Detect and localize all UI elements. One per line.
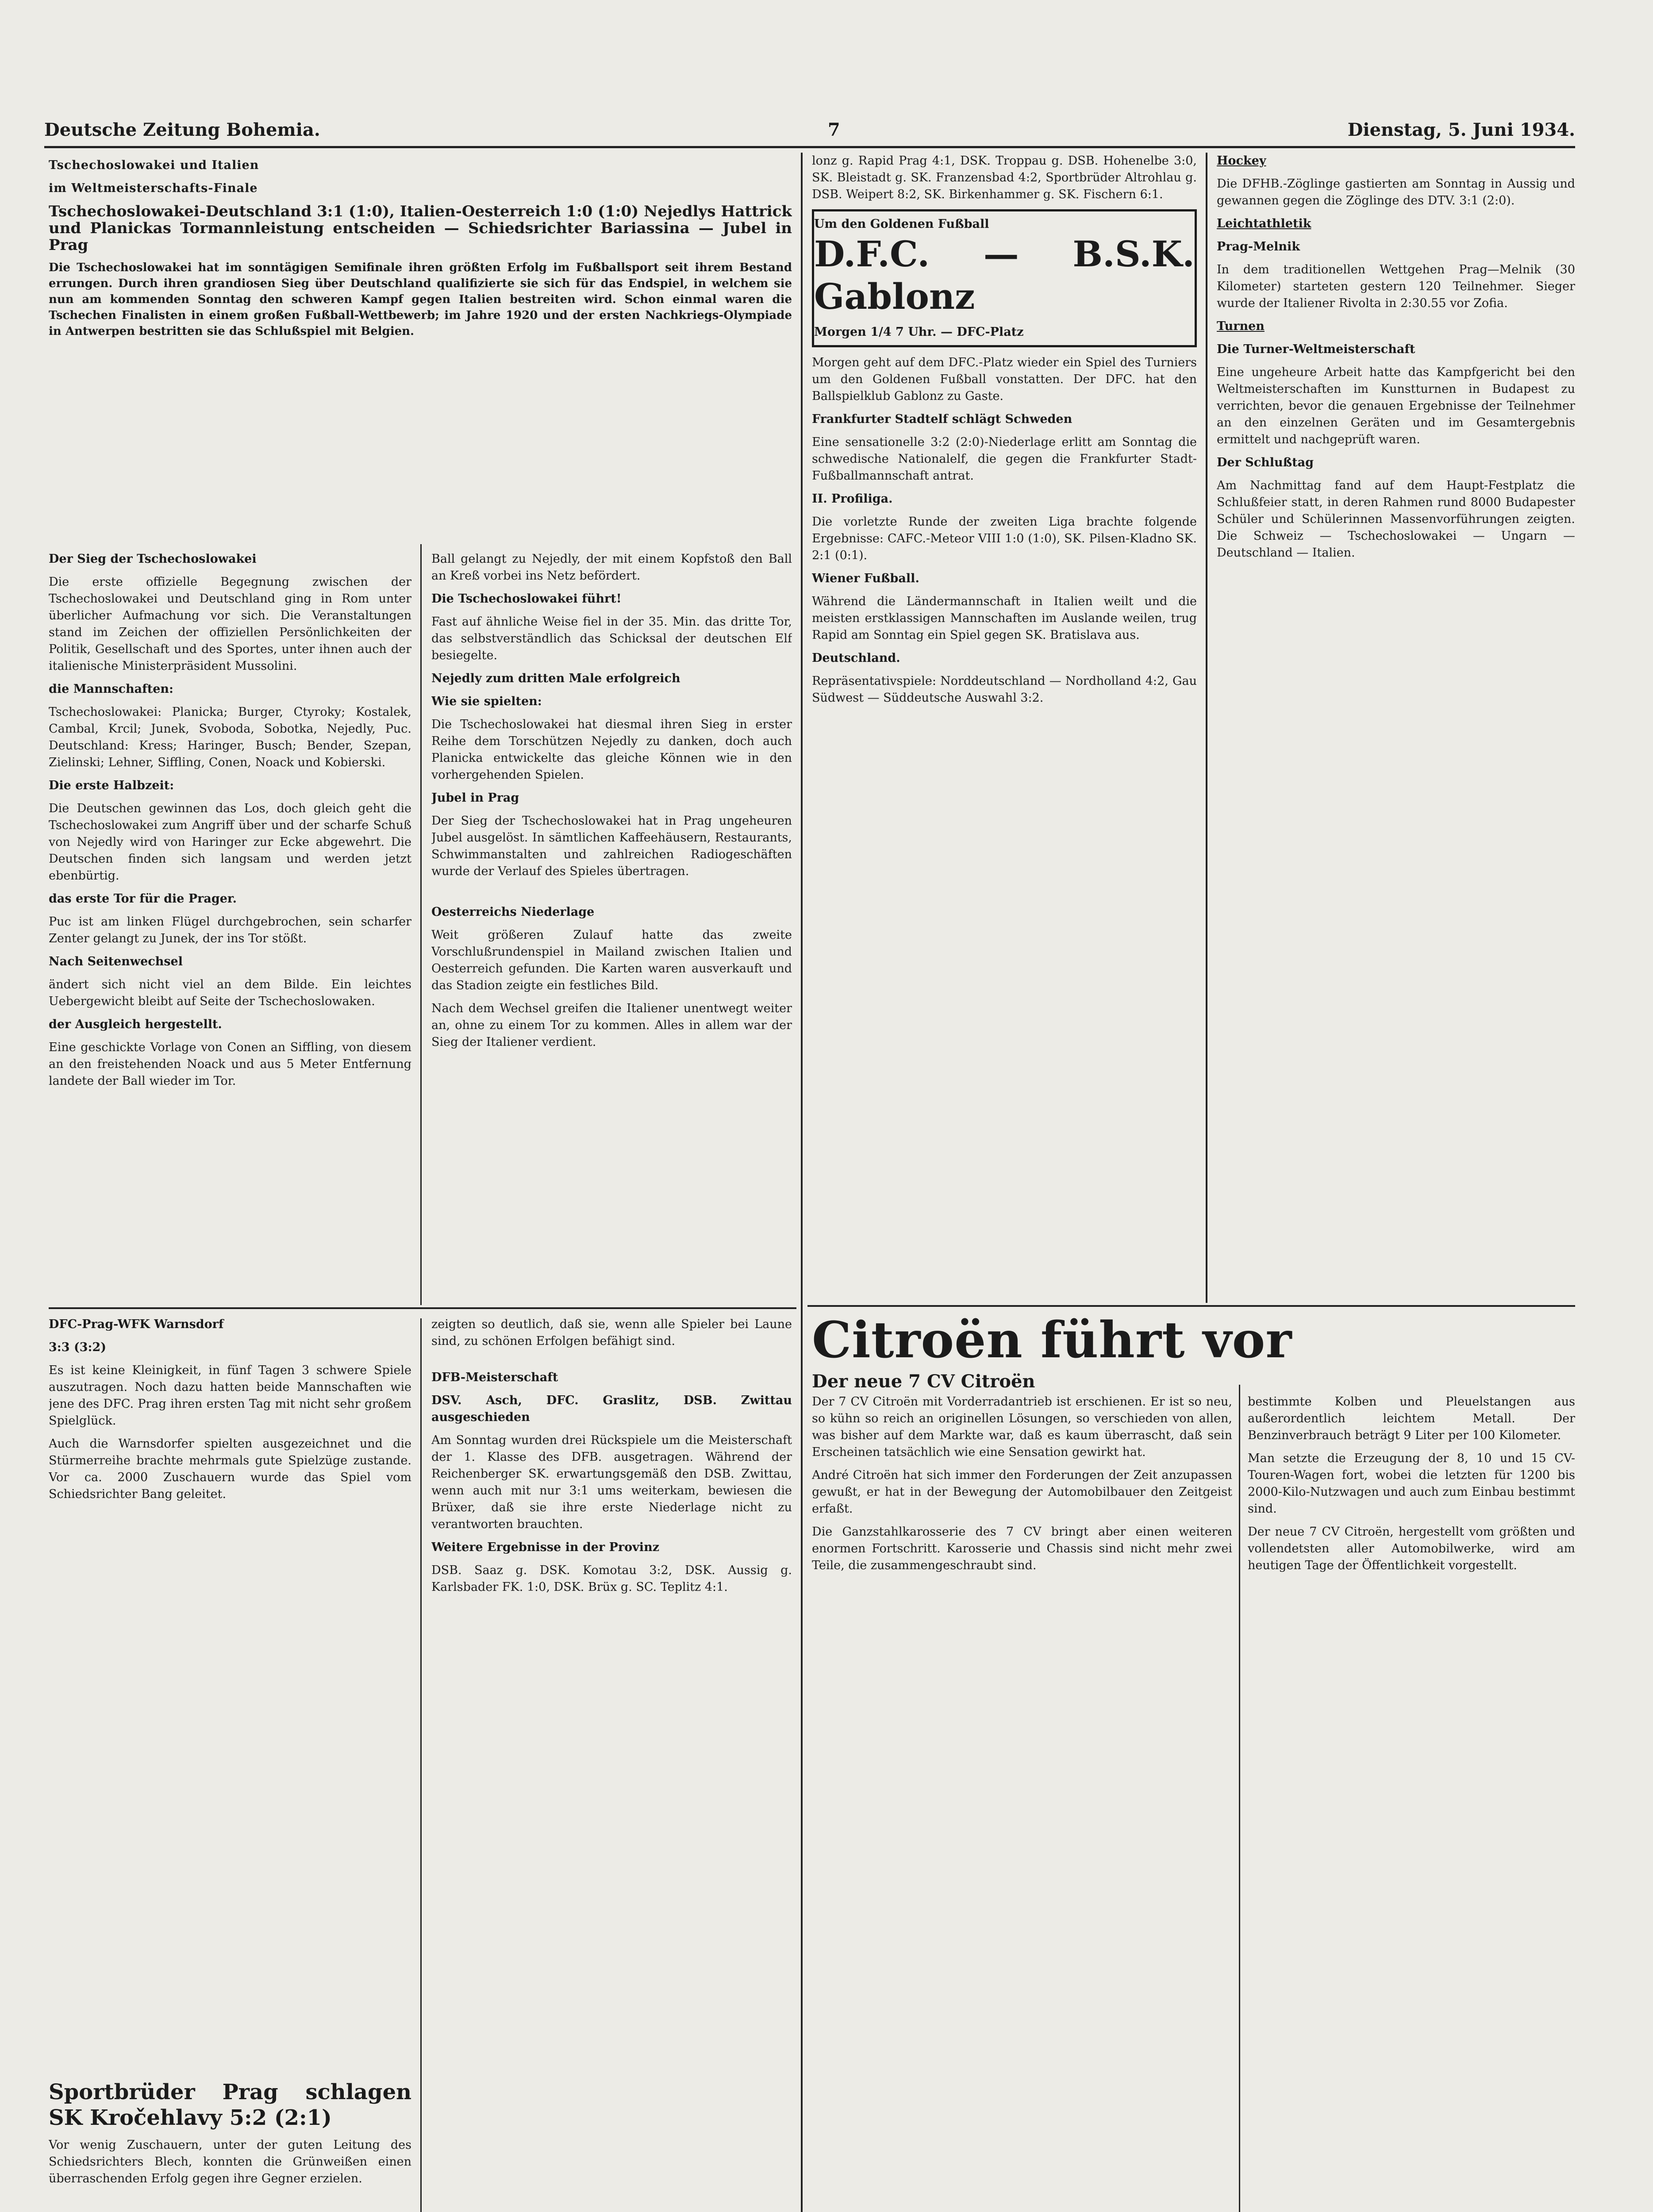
dfc-wfk-score: 3:3 (3:2) <box>49 1340 107 1354</box>
oesterreich-p1: Weit größeren Zulauf hatte das zweite Vorschlußrundenspiel in Mailand zwischen Italien und Oesterreich gefunden. Die Karten waren ausverkauft und das Stadion zeigte ein festliches Bild. <box>431 928 792 992</box>
halbzeit-heading: Die erste Halbzeit: <box>49 779 174 792</box>
citroen-p2: André Citroën hat sich immer den Forderungen der Zeit anzupassen gewußt, er hat in der Bewegung der Automobilbauer den Zeitgeist erfaßt. <box>812 1468 1232 1516</box>
fuehrt-heading: Die Tschechoslowakei führt! <box>431 592 622 606</box>
citroen-p6: Der neue 7 CV Citroën, hergestellt vom größten und vollendetsten aller Automobilwerke, wird am heutigen Tage der Öffentlichkeit vorgestellt. <box>1248 1525 1575 1572</box>
citroen-p1: Der 7 CV Citroën mit Vorderradantrieb ist erschienen. Er ist so neu, so kühn so reich an originellen Lösungen, so verschieden von allen, was bisher auf dem Markte war, daß es kaum überrascht, daß sein Erscheinen tatsächlich wie eine Sensation gewirkt hat. <box>812 1395 1232 1459</box>
dfc-wfk-p2: Auch die Warnsdorfer spielten ausgezeichnet und die Stürmerreihe brachte mehrmals gute Spielzüge zustande. Vor ca. 2000 Zuschauern wurde das Spiel vom Schiedsrichter Bang geleitet. <box>49 1437 411 1501</box>
lead-intro: Die Tschechoslowakei hat im sonntägigen Semifinale ihren größten Erfolg im Fußballsport seit ihrem Bestand errungen. Durch ihren grandiosen Sieg über Deutschland qualifizierte sie sich für das Endspiel, in welchem sie nun am kommenden Sonntag den schweren Kampf gegen Italien bestreiten wird. Schon einmal waren die Tschechen Finalisten in einem großen Fußball-Wettbewerb; im Jahre 1920 und der ersten Nachkriegs-Olympiade in Antwerpen bestritten sie das Schlußspiel mit Belgien. <box>49 261 792 338</box>
column-divider <box>420 1318 422 2212</box>
column-divider <box>420 544 422 1305</box>
tor-heading: das erste Tor für die Prager. <box>49 892 237 906</box>
header-rule <box>44 146 1575 148</box>
leichtathletik-title: Leichtathletik <box>1217 217 1311 230</box>
column-divider <box>1239 1385 1240 2212</box>
citroen-headline: Citroën führt vor <box>812 1314 1292 1369</box>
lead-headline-1: Tschechoslowakei und Italien <box>49 158 259 172</box>
lead-subhead: Tschechoslowakei-Deutschland 3:1 (1:0), Italien-Oesterreich 1:0 (1:0) Nejedlys Hattrick und Planickas Tormannleistung entscheiden — Schiedsrichter Bariassina — Jubel in Prag <box>49 203 792 254</box>
frankfurt-text: Eine sensationelle 3:2 (2:0)-Niederlage erlitt am Sonntag die schwedische Nationalelf, die gegen die Frankfurter Stadt-Fußballmannschaft antrat. <box>812 435 1197 483</box>
col3-top-p1: zeigten so deutlich, daß sie, wenn alle Spieler bei Laune sind, zu schönen Erfolgen befähigt sind. <box>431 1317 792 1348</box>
dfc-wfk-title: DFC-Prag-WFK Warnsdorf <box>49 1317 224 1331</box>
dfb-text: Am Sonntag wurden drei Rückspiele um die Meisterschaft der 1. Klasse des DFB. ausgetragen. Während der Reichenberger SK. erwartungsgemäß den DSB. Zwittau, wenn auch mit nur 3:1 ums weiterkam, bewiesen die Brüxer, daß sie ihre erste Niederlage nicht zu verantworten brauchten. <box>431 1433 792 1531</box>
article-dfc-wfk <box>49 1316 411 1993</box>
citroen-p3: Die Ganzstahlkarosserie des 7 CV bringt aber einen weiteren enormen Fortschritt. Karosserie und Chassis sind nicht mehr zwei Teile, die zusammengeschraubt sind. <box>812 1525 1232 1572</box>
mannschaften-heading: die Mannschaften: <box>49 682 173 696</box>
ad-main: D.F.C. — B.S.K. Gablonz <box>814 233 1195 317</box>
citroen-col-2 <box>1248 1394 1575 2212</box>
spielten-heading: Wie sie spielten: <box>431 695 542 708</box>
schluss-heading: Der Schlußtag <box>1217 456 1314 469</box>
fuehrt-text: Fast auf ähnliche Weise fiel in der 35. Min. das dritte Tor, das selbstverständlich das Schicksal der deutschen Elf besiegelte. <box>431 615 792 662</box>
wechsel-text: ändert sich nicht viel an dem Bilde. Ein leichtes Uebergewicht bleibt auf Seite der Tschechoslowaken. <box>49 978 411 1008</box>
results-text: lonz g. Rapid Prag 4:1, DSK. Troppau g. DSB. Hohenelbe 3:0, SK. Bleistadt g. SK. Franzensbad 4:2, Sportbrüder Altrohlau g. DSB. Weipert 8:2, SK. Birkenhammer g. SK. Fischern 6:1. <box>812 154 1197 201</box>
col2-p1: Ball gelangt zu Nejedly, der mit einem Kopfstoß den Ball an Kreß vorbei ins Netz befördert. <box>431 552 792 583</box>
jubel-text: Der Sieg der Tschechoslowakei hat in Prag ungeheuren Jubel ausgelöst. In sämtlichen Kaffeehäusern, Restaurants, Schwimmanstalten und zahlreichen Radiogeschäften wurde der Verlauf des Spieles übertragen. <box>431 814 792 878</box>
section-rule <box>807 1305 1575 1307</box>
column-divider <box>801 153 803 2212</box>
frankfurt-title: Frankfurter Stadtelf schlägt Schweden <box>812 412 1073 426</box>
provinz-heading: Weitere Ergebnisse in der Provinz <box>431 1540 660 1554</box>
dfb-title: DFB-Meisterschaft <box>431 1371 558 1384</box>
wiener-text: Während die Ländermannschaft in Italien weilt und die meisten erstklassigen Mannschaften im Auslande weilen, trug Rapid am Sonntag ein Spiel gegen SK. Bratislava aus. <box>812 595 1197 642</box>
article-citroen <box>812 1314 1575 1394</box>
turnen-text: Eine ungeheure Arbeit hatte das Kampfgericht bei den Weltmeisterschaften im Kunstturnen in Budapest zu verrichten, bevor die genauen Ergebnisse der Teilnehmer an den einzelnen Geräten und im Gesamtergebnis ermittelt und nachgeprüft waren. <box>1217 365 1575 446</box>
oesterreich-p2: Nach dem Wechsel greifen die Italiener unentwegt weiter an, ohne zu einem Tor zu kommen. Alles in allem war der Sieg der Italiener verdient. <box>431 1002 792 1049</box>
column-divider <box>1206 153 1207 1303</box>
running-header <box>44 119 1575 140</box>
jubel-heading: Jubel in Prag <box>431 791 519 805</box>
sportbrueder-title: Sportbrüder Prag schlagen SK Kročehlavy 5:2 (2:1) <box>49 2080 411 2130</box>
sieg-title: Der Sieg der Tschechoslowakei <box>49 552 257 566</box>
lead-story <box>49 157 792 546</box>
wiener-heading: Wiener Fußball. <box>812 572 919 585</box>
article-sportbrueder <box>49 2079 411 2212</box>
ad-top: Um den Goldenen Fußball <box>814 217 989 231</box>
ausgleich-heading: der Ausgleich hergestellt. <box>49 1018 222 1031</box>
ad-bottom: Morgen 1/4 7 Uhr. — DFC-Platz <box>814 325 1024 339</box>
header-page-number: 7 <box>827 119 840 140</box>
turnen-title: Turnen <box>1217 319 1265 333</box>
article-sieg <box>49 551 411 1303</box>
turnen-headline: Die Turner-Weltmeisterschaft <box>1217 342 1415 356</box>
leichtathletik-sub: Prag-Melnik <box>1217 240 1300 253</box>
deutsch-heading: Deutschland. <box>812 651 900 665</box>
sieg-p1: Die erste offizielle Begegnung zwischen der Tschechoslowakei und Deutschland ging in Rom unter überlicher Aufmachung vor sich. Die Veranstaltungen stand im Zeichen der offiziellen Persönlichkeiten der Politik, Gesellschaft und des Sportes, unter ihnen auch der italienische Ministerpräsident Mussolini. <box>49 575 411 673</box>
leichtathletik-text: In dem traditionellen Wettgehen Prag—Melnik (30 Kilometer) starteten gestern 120 Teilnehmer. Sieger wurde der Italiener Rivolta in 2:30.55 vor Zofia. <box>1217 263 1575 310</box>
article-dfb <box>431 1316 792 2212</box>
column-three <box>812 153 1197 1298</box>
citroen-col-1 <box>812 1394 1232 2212</box>
header-paper-name: Deutsche Zeitung Bohemia. <box>44 119 320 140</box>
dfb-sub: DSV. Asch, DFC. Graslitz, DSB. Zwittau ausgeschieden <box>431 1394 792 1424</box>
citroen-sub: Der neue 7 CV Citroën <box>812 1371 1035 1392</box>
oesterreich-title: Oesterreichs Niederlage <box>431 905 595 919</box>
wechsel-heading: Nach Seitenwechsel <box>49 955 183 968</box>
deutsch-text: Repräsentativspiele: Norddeutschland — Nordholland 4:2, Gau Südwest — Süddeutsche Auswahl 3:2. <box>812 674 1197 705</box>
citroen-p4: bestimmte Kolben und Pleuelstangen aus außerordentlich leichtem Metall. Der Benzinverbrauch beträgt 9 Liter per 100 Kilometer. <box>1248 1395 1575 1442</box>
schluss-text: Am Nachmittag fand auf dem Haupt-Festplatz die Schlußfeier statt, in deren Rahmen rund 8000 Budapester Schüler und Schülerinnen Massenvorführungen zeigten. Die Schweiz — Tschechoslowakei — Ungarn — Deutschland — Italien. <box>1217 479 1575 560</box>
ausgleich-text: Eine geschickte Vorlage von Conen an Siffling, von diesem an den freistehenden Noack und aus 5 Meter Entfernung landete der Ball wieder im Tor. <box>49 1041 411 1088</box>
column-four <box>1217 153 1575 1298</box>
lead-headline-2: im Weltmeisterschafts-Finale <box>49 181 258 195</box>
citroen-p5: Man setzte die Erzeugung der 8, 10 und 15 CV-Touren-Wagen fort, wobei die letzten für 1200 bis 2000-Kilo-Nutzwagen und auch zum Einbau bestimmt sind. <box>1248 1452 1575 1516</box>
spielten-text: Die Tschechoslowakei hat diesmal ihren Sieg in erster Reihe dem Torschützen Nejedly zu danken, doch auch Planicka entwickelte das gleiche Können wie in den vorhergehenden Spielen. <box>431 718 792 782</box>
mannschaften-text: Tschechoslowakei: Planicka; Burger, Ctyroky; Kostalek, Cambal, Krcil; Junek, Svoboda, Sobotka, Nejedly, Puc. Deutschland: Kress; Haringer, Busch; Bender, Szepan, Zielinski; Lehner, Siffling, Conen, Noack und Kobierski. <box>49 705 411 769</box>
section-rule <box>49 1307 796 1309</box>
dfc-wfk-p1: Es ist keine Kleinigkeit, in fünf Tagen 3 schwere Spiele auszutragen. Noch dazu hatten beide Mannschaften wie jene des DFC. Prag ihren ersten Tag mit nicht sehr großem Spielglück. <box>49 1363 411 1428</box>
halbzeit-text: Die Deutschen gewinnen das Los, doch gleich geht die Tschechoslowakei zum Angriff über und der scharfe Schuß von Nejedly wird von Haringer zur Ecke abgewehrt. Die Deutschen finden sich langsam und werden jetzt ebenbürtig. <box>49 802 411 883</box>
ad-box <box>812 209 1197 347</box>
nejedly-heading: Nejedly zum dritten Male erfolgreich <box>431 672 680 685</box>
header-date: Dienstag, 5. Juni 1934. <box>1347 119 1575 140</box>
ad-text: Morgen geht auf dem DFC.-Platz wieder ein Spiel des Turniers um den Goldenen Fußball vonstatten. Der DFC. hat den Ballspielklub Gablonz zu Gaste. <box>812 356 1197 403</box>
liga-heading: II. Profiliga. <box>812 492 893 506</box>
article-sieg-continued <box>431 551 792 1294</box>
provinz-text: DSB. Saaz g. DSK. Komotau 3:2, DSK. Aussig g. Karlsbader FK. 1:0, DSK. Brüx g. SC. Teplitz 4:1. <box>431 1563 792 1594</box>
liga-text: Die vorletzte Runde der zweiten Liga brachte folgende Ergebnisse: CAFC.-Meteor VIII 1:0 (1:0), SK. Pilsen-Kladno SK. 2:1 (0:1). <box>812 515 1197 562</box>
hockey-text: Die DFHB.-Zöglinge gastierten am Sonntag in Aussig und gewannen gegen die Zöglinge des DTV. 3:1 (2:0). <box>1217 177 1575 207</box>
tor-text: Puc ist am linken Flügel durchgebrochen, sein scharfer Zenter gelangt zu Junek, der ins Tor stößt. <box>49 915 411 945</box>
sportbrueder-p1: Vor wenig Zuschauern, unter der guten Leitung des Schiedsrichters Blech, konnten die Grünweißen einen überraschenden Erfolg gegen ihre Gegner erzielen. <box>49 2138 411 2185</box>
hockey-title: Hockey <box>1217 154 1266 168</box>
